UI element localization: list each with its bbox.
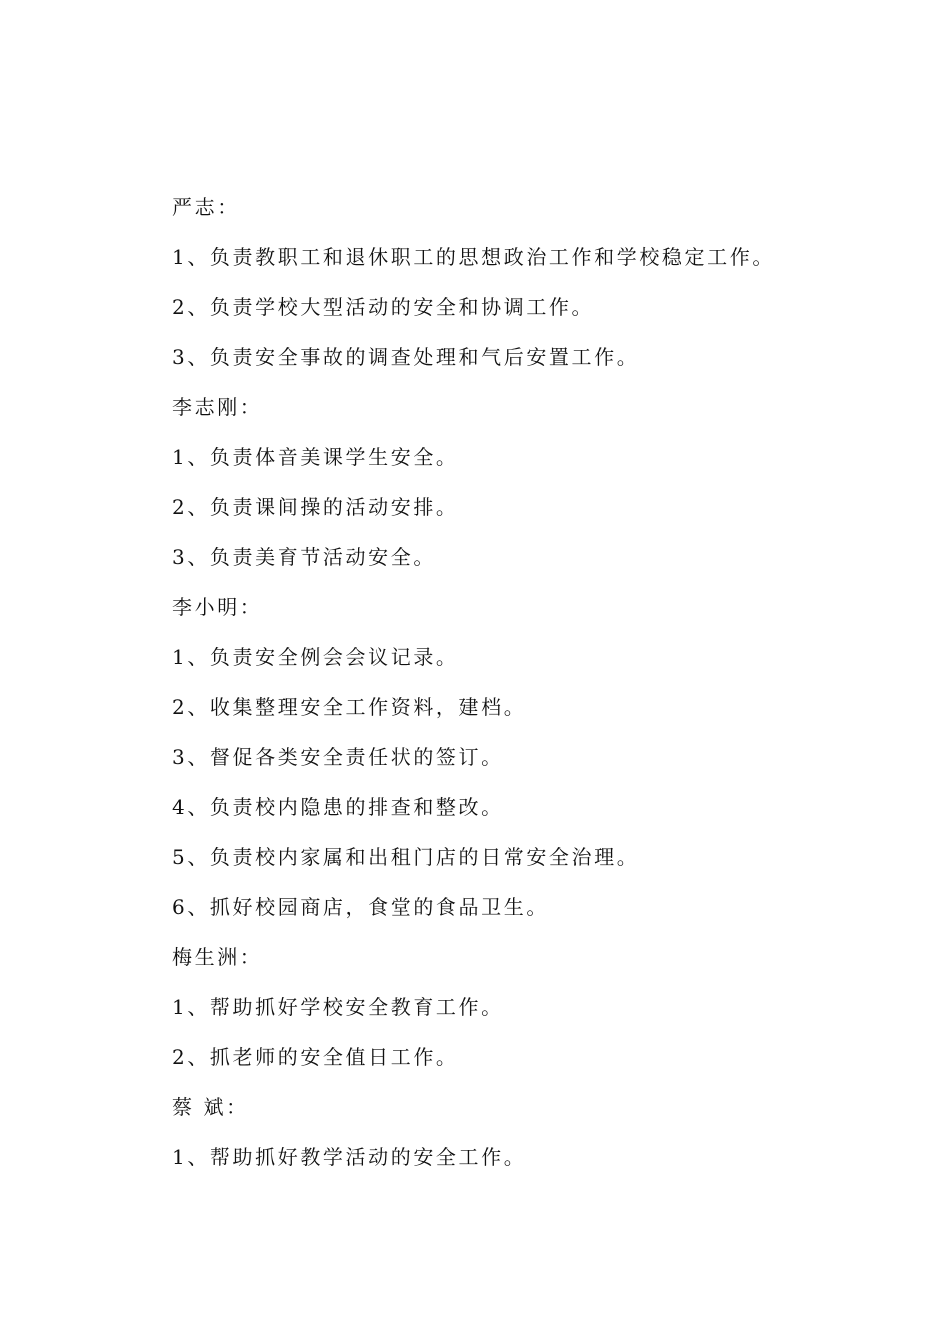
duty-item: 2、负责学校大型活动的安全和协调工作。 — [172, 295, 595, 319]
duty-item: 6、抓好校园商店，食堂的食品卫生。 — [172, 895, 549, 919]
person-heading-li-xiaoming: 李小明： — [172, 595, 263, 619]
person-heading-li-zhigang: 李志刚： — [172, 395, 263, 419]
person-heading-cai-bin: 蔡 斌： — [172, 1095, 249, 1119]
duty-item: 3、负责美育节活动安全。 — [172, 545, 436, 569]
duty-item: 1、负责安全例会会议记录。 — [172, 645, 459, 669]
duty-item: 5、负责校内家属和出租门店的日常安全治理。 — [172, 845, 640, 869]
duty-item: 2、抓老师的安全值日工作。 — [172, 1045, 459, 1069]
duty-item: 1、帮助抓好学校安全教育工作。 — [172, 995, 504, 1019]
duty-item: 3、督促各类安全责任状的签订。 — [172, 745, 504, 769]
person-heading-yan-zhi: 严志： — [172, 195, 240, 219]
duty-item: 1、帮助抓好教学活动的安全工作。 — [172, 1145, 527, 1169]
document-body — [172, 188, 892, 1188]
duty-item: 3、负责安全事故的调查处理和气后安置工作。 — [172, 345, 640, 369]
duty-item: 2、负责课间操的活动安排。 — [172, 495, 459, 519]
person-heading-mei-shengzhou: 梅生洲： — [172, 945, 263, 969]
duty-item: 4、负责校内隐患的排查和整改。 — [172, 795, 504, 819]
duty-item: 1、负责教职工和退休职工的思想政治工作和学校稳定工作。 — [172, 245, 775, 269]
duty-item: 2、收集整理安全工作资料，建档。 — [172, 695, 527, 719]
duty-item: 1、负责体音美课学生安全。 — [172, 445, 459, 469]
